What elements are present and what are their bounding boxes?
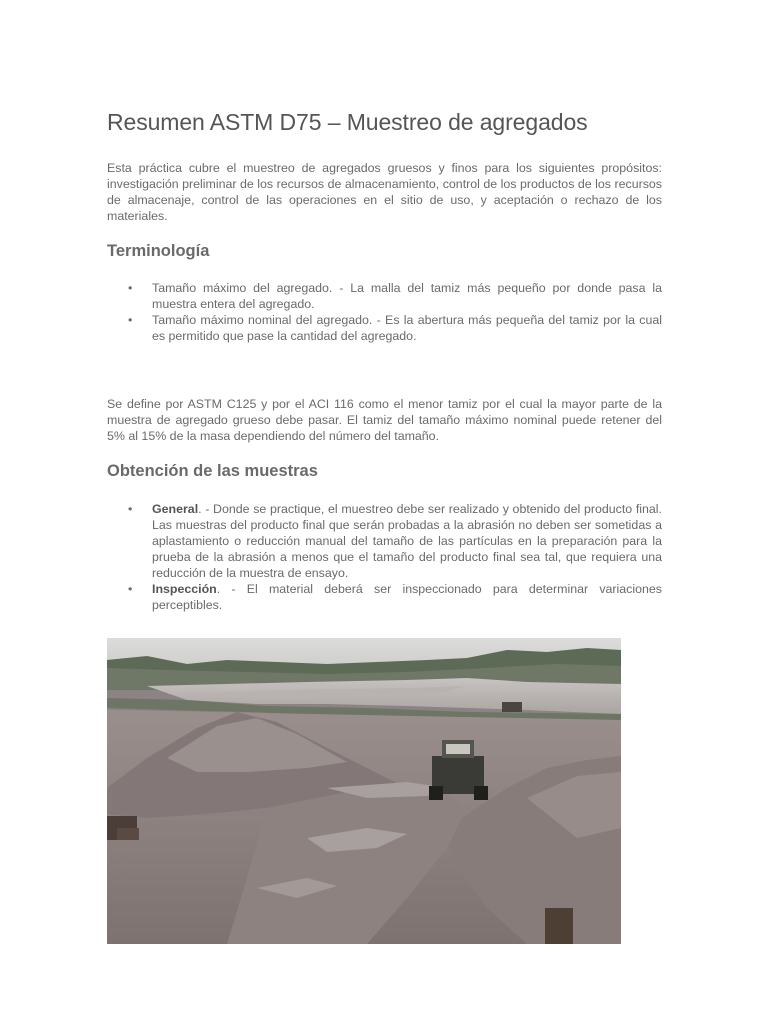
sampling-list <box>107 501 662 613</box>
bullet-icon: • <box>128 313 133 327</box>
quarry-photo <box>107 638 621 944</box>
terminology-list <box>107 280 662 344</box>
bullet-icon: • <box>128 582 133 596</box>
sampling-heading: Obtención de las muestras <box>107 462 318 480</box>
list-item-text: . - Donde se practique, el muestreo debe ser realizado y obtenido del producto final. Las muestras del producto final que serán probadas a la abrasión no deben ser sometidas a aplastamiento o reducción manual del tamaño de las partículas en la preparación para la prueba de la abrasión a menos que el tamaño del producto final sea tal, que requiera una reducción de la muestra de ensayo. <box>152 502 662 580</box>
document-title: Resumen ASTM D75 – Muestreo de agregados <box>107 109 588 135</box>
list-item-term: Inspección <box>152 582 217 596</box>
intro-paragraph: Esta práctica cubre el muestreo de agregados gruesos y finos para los siguientes propósitos: investigación preliminar de los recursos de almacenamiento, control de los productos de los recursos de almacenaje, control de las operaciones en el sitio de uso, y aceptación o rechazo de los materiales. <box>107 161 662 223</box>
terminology-heading: Terminología <box>107 242 210 260</box>
definition-paragraph: Se define por ASTM C125 y por el ACI 116 como el menor tamiz por el cual la mayor parte de la muestra de agregado grueso debe pasar. El tamiz del tamaño máximo nominal puede retener del 5% al 15% de la masa dependiendo del número del tamaño. <box>107 397 662 443</box>
list-item-text: Tamaño máximo nominal del agregado. - Es la abertura más pequeña del tamiz por la cual es permitido que pase la cantidad del agregado. <box>152 313 662 343</box>
list-item-text: . - El material deberá ser inspeccionado para determinar variaciones perceptibles. <box>152 582 662 612</box>
bullet-icon: • <box>128 281 133 295</box>
list-item <box>107 312 662 344</box>
bullet-icon: • <box>128 502 133 516</box>
list-item <box>107 501 662 581</box>
list-item-text: Tamaño máximo del agregado. - La malla del tamiz más pequeño por donde pasa la muestra entera del agregado. <box>152 281 662 311</box>
list-item <box>107 280 662 312</box>
list-item <box>107 581 662 613</box>
list-item-term: General <box>152 502 199 516</box>
